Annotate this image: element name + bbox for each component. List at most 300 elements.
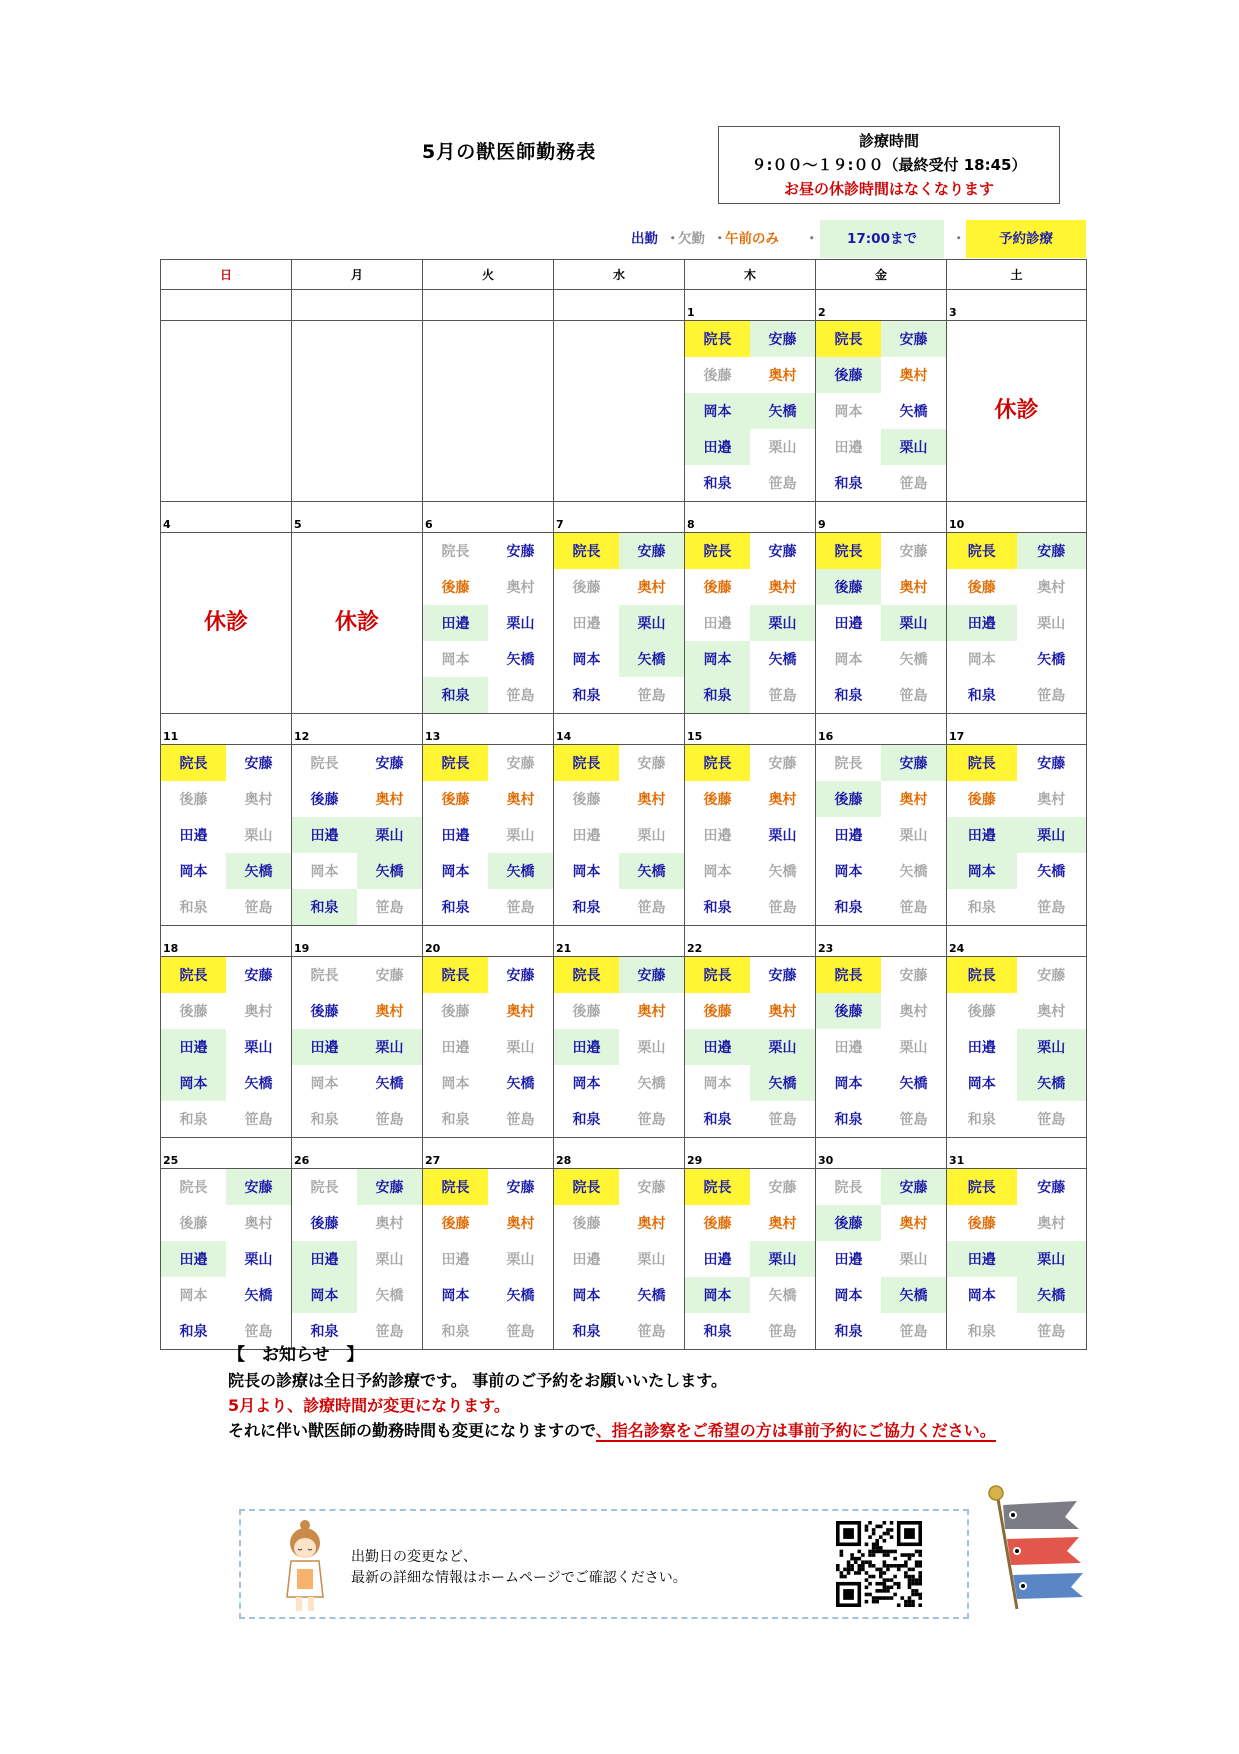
vet-slot: 矢橋	[375, 1288, 404, 1304]
weekday-header: 日	[161, 260, 292, 290]
day-cell	[816, 321, 947, 502]
vet-slot: 笹島	[375, 1112, 404, 1128]
day-number: 4	[161, 502, 292, 533]
vet-slot: 和泉	[310, 1324, 339, 1340]
day-cell	[161, 533, 292, 714]
vet-slot: 和泉	[967, 900, 996, 916]
vet-slot: 田邉	[834, 1252, 863, 1268]
legend-dot: ・	[713, 231, 727, 247]
vet-slot: 院長	[554, 1169, 619, 1205]
vet-slot: 後藤	[572, 792, 601, 808]
legend-absent: 欠勤	[678, 231, 705, 247]
day-number: 13	[423, 714, 554, 745]
day-cell	[292, 533, 423, 714]
vet-slot: 院長	[685, 957, 750, 993]
day-number: 30	[816, 1138, 947, 1169]
day-number: 18	[161, 926, 292, 957]
vet-slot: 田邉	[441, 1252, 470, 1268]
vet-slot: 奥村	[375, 792, 404, 808]
day-cell	[685, 745, 816, 926]
vet-slot: 笹島	[1037, 1112, 1066, 1128]
vet-slots	[816, 957, 946, 1137]
vet-slots	[161, 745, 291, 925]
vet-slot: 和泉	[441, 1112, 470, 1128]
vet-slot: 奥村	[899, 1004, 928, 1020]
vet-slots	[816, 321, 946, 501]
vet-slot: 和泉	[834, 900, 863, 916]
day-number: 14	[554, 714, 685, 745]
vet-slot: 安藤	[244, 968, 273, 984]
vet-slot: 笹島	[637, 900, 666, 916]
vet-slot: 後藤	[441, 792, 470, 808]
vet-slot: 奥村	[244, 1216, 273, 1232]
day-number: 12	[292, 714, 423, 745]
day-number: 16	[816, 714, 947, 745]
vet-slot: 安藤	[506, 1180, 535, 1196]
vet-slots	[423, 1169, 553, 1349]
day-cell	[816, 957, 947, 1138]
vet-slot: 後藤	[703, 792, 732, 808]
vet-slot: 後藤	[967, 792, 996, 808]
vet-slot: 院長	[947, 957, 1017, 993]
vet-slot: 岡本	[703, 1076, 732, 1092]
vet-slot: 奥村	[899, 580, 928, 596]
day-number: 19	[292, 926, 423, 957]
vet-slot: 和泉	[572, 688, 601, 704]
vet-slot: 奥村	[899, 792, 928, 808]
vet-slot: 奥村	[637, 792, 666, 808]
day-number: 27	[423, 1138, 554, 1169]
day-cell	[947, 957, 1087, 1138]
vet-slot: 矢橋	[506, 1288, 535, 1304]
vet-slot: 栗山	[1017, 817, 1087, 853]
vet-slot: 栗山	[357, 817, 422, 853]
vet-slot: 岡本	[834, 404, 863, 420]
day-cell	[554, 321, 685, 502]
vet-slot: 院長	[423, 1169, 488, 1205]
vet-slots	[292, 957, 422, 1137]
vet-slot: 院長	[554, 533, 619, 569]
vet-slot: 安藤	[1017, 533, 1087, 569]
vet-slots	[816, 533, 946, 713]
vet-slot: 安藤	[1037, 968, 1066, 984]
vet-slot: 安藤	[881, 1169, 946, 1205]
vet-slot: 奥村	[1037, 1216, 1066, 1232]
vet-slot: 岡本	[179, 1288, 208, 1304]
vet-slot: 矢橋	[899, 1076, 928, 1092]
legend-present: 出勤	[631, 231, 658, 247]
vet-slot: 和泉	[967, 688, 996, 704]
vet-slot: 矢橋	[1017, 1277, 1087, 1313]
day-cell	[423, 957, 554, 1138]
vet-slot: 岡本	[834, 1288, 863, 1304]
vet-slot: 栗山	[750, 1029, 815, 1065]
vet-slot: 栗山	[357, 1029, 422, 1065]
notice-line-3a: それに伴い獣医師の勤務時間も変更になりますので	[228, 1421, 596, 1440]
vet-slot: 笹島	[637, 688, 666, 704]
day-cell	[816, 533, 947, 714]
vet-slots	[554, 957, 684, 1137]
vet-slot: 矢橋	[619, 853, 684, 889]
day-number: 21	[554, 926, 685, 957]
vet-slot: 矢橋	[750, 393, 815, 429]
notice-heading: 【 お知らせ 】	[228, 1345, 364, 1365]
weekday-header: 火	[423, 260, 554, 290]
vet-slot: 和泉	[572, 900, 601, 916]
schedule-calendar	[160, 259, 1087, 1350]
vet-slot: 岡本	[179, 864, 208, 880]
closed-label: 休診	[203, 609, 248, 635]
vet-slot: 院長	[423, 957, 488, 993]
vet-slot: 笹島	[1037, 1324, 1066, 1340]
legend-dot: ・	[952, 231, 966, 247]
vet-slots	[161, 1169, 291, 1349]
vet-slots	[816, 1169, 946, 1349]
vet-slot: 安藤	[899, 968, 928, 984]
weekday-header: 月	[292, 260, 423, 290]
vet-slot: 田邉	[441, 1040, 470, 1056]
vet-slot: 安藤	[881, 745, 946, 781]
vet-slot: 岡本	[703, 864, 732, 880]
vet-slot: 栗山	[899, 828, 928, 844]
vet-slot: 院長	[310, 1180, 339, 1196]
vet-slot: 奥村	[506, 1216, 535, 1232]
day-number: 17	[947, 714, 1087, 745]
info-box	[239, 1509, 969, 1619]
vet-slot: 和泉	[834, 688, 863, 704]
weekday-header: 金	[816, 260, 947, 290]
vet-slot: 安藤	[619, 957, 684, 993]
vet-slots	[947, 745, 1086, 925]
day-cell	[554, 533, 685, 714]
vet-slot: 和泉	[834, 1324, 863, 1340]
vet-slot: 矢橋	[506, 1076, 535, 1092]
vet-slot: 院長	[554, 745, 619, 781]
day-number: 25	[161, 1138, 292, 1169]
vet-slot: 田邉	[947, 817, 1017, 853]
vet-slot: 安藤	[1037, 1180, 1066, 1196]
vet-slots	[554, 1169, 684, 1349]
vet-slot: 後藤	[310, 1216, 339, 1232]
vet-slot: 栗山	[637, 1040, 666, 1056]
vet-slot: 矢橋	[750, 1065, 815, 1101]
vet-slot: 笹島	[899, 1112, 928, 1128]
vet-slot: 笹島	[375, 900, 404, 916]
vet-slot: 安藤	[357, 1169, 422, 1205]
vet-slots	[685, 1169, 815, 1349]
vet-slot: 岡本	[834, 652, 863, 668]
vet-slot: 矢橋	[1017, 1065, 1087, 1101]
vet-slot: 岡本	[834, 864, 863, 880]
vet-slot: 岡本	[572, 652, 601, 668]
vet-slot: 奥村	[506, 792, 535, 808]
day-cell	[947, 745, 1087, 926]
vet-slot: 笹島	[506, 688, 535, 704]
clinic-hours-box	[718, 126, 1060, 204]
vet-slot: 岡本	[310, 864, 339, 880]
day-cell	[161, 321, 292, 502]
day-number: 24	[947, 926, 1087, 957]
vet-slot: 矢橋	[899, 404, 928, 420]
vet-slot: 奥村	[244, 792, 273, 808]
day-number	[292, 290, 423, 321]
day-number: 29	[685, 1138, 816, 1169]
vet-slot: 和泉	[572, 1112, 601, 1128]
vet-slot: 院長	[423, 745, 488, 781]
vet-slot: 田邉	[161, 1029, 226, 1065]
vet-slot: 和泉	[179, 1324, 208, 1340]
vet-slot: 奥村	[637, 1216, 666, 1232]
day-number: 3	[947, 290, 1087, 321]
vet-slots	[423, 745, 553, 925]
vet-slot: 岡本	[685, 641, 750, 677]
vet-slot: 院長	[310, 968, 339, 984]
vet-slot: 奥村	[506, 1004, 535, 1020]
vet-slot: 栗山	[881, 605, 946, 641]
vet-slot: 院長	[161, 745, 226, 781]
vet-slot: 安藤	[244, 756, 273, 772]
vet-slot: 矢橋	[637, 1288, 666, 1304]
vet-slot: 栗山	[506, 616, 535, 632]
vet-slot: 矢橋	[899, 652, 928, 668]
day-cell	[685, 957, 816, 1138]
notice-section	[228, 1343, 996, 1443]
vet-slot: 矢橋	[244, 1288, 273, 1304]
vet-slot: 和泉	[441, 900, 470, 916]
homepage-qr-code-icon[interactable]	[831, 1521, 927, 1607]
day-number	[161, 290, 292, 321]
vet-slot: 笹島	[244, 1112, 273, 1128]
vet-slot: 後藤	[572, 1216, 601, 1232]
vet-slot: 岡本	[572, 864, 601, 880]
vet-slot: 安藤	[899, 544, 928, 560]
vet-slots	[554, 745, 684, 925]
vet-slots	[947, 533, 1086, 713]
vet-slot: 和泉	[703, 476, 732, 492]
vet-slots	[947, 957, 1086, 1137]
vet-slot: 後藤	[572, 580, 601, 596]
vet-slot: 岡本	[947, 853, 1017, 889]
vet-slot: 田邉	[685, 429, 750, 465]
vet-slot: 院長	[834, 1180, 863, 1196]
day-cell	[685, 533, 816, 714]
day-cell	[816, 1169, 947, 1350]
vet-slot: 和泉	[423, 677, 488, 713]
vet-slots	[947, 1169, 1086, 1349]
vet-slot: 笹島	[506, 900, 535, 916]
vet-slot: 後藤	[967, 1004, 996, 1020]
vet-slot: 田邉	[572, 828, 601, 844]
vet-slot: 田邉	[703, 1252, 732, 1268]
vet-slot: 後藤	[703, 1004, 732, 1020]
weekday-header: 土	[947, 260, 1087, 290]
vet-slot: 栗山	[244, 1040, 273, 1056]
vet-slot: 和泉	[834, 476, 863, 492]
hours-time: ９:００～１９:００（最終受付 18:45）	[751, 156, 1027, 174]
vet-slot: 田邉	[292, 1029, 357, 1065]
vet-slot: 後藤	[441, 1004, 470, 1020]
vet-slot: 矢橋	[1037, 864, 1066, 880]
vet-slot: 院長	[816, 533, 881, 569]
vet-slot: 和泉	[292, 889, 357, 925]
vet-slot: 後藤	[816, 993, 881, 1029]
vet-slot: 矢橋	[768, 652, 797, 668]
vet-slot: 矢橋	[357, 853, 422, 889]
vet-slots	[292, 745, 422, 925]
vet-slot: 栗山	[244, 828, 273, 844]
vet-slot: 院長	[310, 756, 339, 772]
vet-slot: 院長	[179, 1180, 208, 1196]
vet-slot: 笹島	[899, 1324, 928, 1340]
vet-slot: 栗山	[506, 1040, 535, 1056]
day-number	[554, 290, 685, 321]
vet-slot: 田邉	[572, 616, 601, 632]
vet-slot: 栗山	[1037, 616, 1066, 632]
day-cell	[161, 957, 292, 1138]
day-cell	[423, 533, 554, 714]
day-cell	[816, 745, 947, 926]
day-number: 5	[292, 502, 423, 533]
vet-slot: 笹島	[768, 900, 797, 916]
vet-slot: 岡本	[967, 1076, 996, 1092]
vet-slot: 安藤	[226, 1169, 291, 1205]
vet-slot: 和泉	[310, 1112, 339, 1128]
vet-slot: 安藤	[637, 1180, 666, 1196]
vet-slot: 後藤	[967, 1216, 996, 1232]
vet-slot: 後藤	[179, 1004, 208, 1020]
legend-dot: ・	[805, 231, 819, 247]
vet-slot: 後藤	[816, 357, 881, 393]
closed-label: 休診	[994, 397, 1039, 423]
hours-note: お昼の休診時間はなくなります	[783, 180, 994, 198]
vet-slot: 奥村	[768, 1216, 797, 1232]
vet-slot: 矢橋	[375, 1076, 404, 1092]
vet-slot: 後藤	[310, 1004, 339, 1020]
day-number: 28	[554, 1138, 685, 1169]
vet-slot: 笹島	[637, 1324, 666, 1340]
vet-slot: 院長	[816, 321, 881, 357]
day-cell	[947, 1169, 1087, 1350]
vet-slot: 岡本	[161, 1065, 226, 1101]
vet-slot: 矢橋	[488, 853, 553, 889]
vet-slot: 後藤	[816, 1205, 881, 1241]
vet-slot: 後藤	[816, 569, 881, 605]
vet-slot: 田邉	[441, 828, 470, 844]
vet-slot: 栗山	[750, 1241, 815, 1277]
vet-slot: 笹島	[768, 1112, 797, 1128]
vet-slot: 院長	[834, 756, 863, 772]
vet-slot: 奥村	[375, 1004, 404, 1020]
day-cell	[423, 321, 554, 502]
day-cell	[292, 1169, 423, 1350]
vet-slot: 院長	[816, 957, 881, 993]
day-number	[423, 290, 554, 321]
closed-label: 休診	[334, 609, 379, 635]
vet-slot: 安藤	[750, 321, 815, 357]
vet-slot: 院長	[685, 321, 750, 357]
vet-slot: 矢橋	[506, 652, 535, 668]
vet-slots	[292, 1169, 422, 1349]
vet-slot: 岡本	[834, 1076, 863, 1092]
vet-slots	[816, 745, 946, 925]
vet-slot: 岡本	[441, 864, 470, 880]
vet-slot: 笹島	[768, 688, 797, 704]
day-number: 8	[685, 502, 816, 533]
notice-line-2: 5月より、診療時間が変更になります。	[228, 1396, 510, 1415]
vet-slot: 田邉	[834, 616, 863, 632]
vet-slot: 岡本	[310, 1076, 339, 1092]
day-cell	[161, 1169, 292, 1350]
vet-slot: 田邉	[161, 1241, 226, 1277]
vet-slot: 笹島	[768, 1324, 797, 1340]
day-number: 31	[947, 1138, 1087, 1169]
info-line-1: 出勤日の変更など、	[351, 1549, 477, 1565]
vet-slot: 田邉	[947, 1241, 1017, 1277]
vet-slot: 笹島	[899, 688, 928, 704]
vet-slot: 岡本	[441, 652, 470, 668]
vet-slot: 矢橋	[619, 641, 684, 677]
vet-slot: 奥村	[768, 580, 797, 596]
legend-am-only: 午前のみ	[725, 231, 779, 247]
page-title: 5月の獣医師勤務表	[422, 141, 597, 163]
day-number: 9	[816, 502, 947, 533]
day-number: 22	[685, 926, 816, 957]
bowing-staff-illustration-icon	[279, 1519, 331, 1615]
vet-slot: 岡本	[685, 393, 750, 429]
vet-slot: 奥村	[375, 1216, 404, 1232]
vet-slot: 笹島	[375, 1324, 404, 1340]
vet-slot: 田邉	[572, 1252, 601, 1268]
vet-slot: 栗山	[506, 1252, 535, 1268]
vet-slot: 奥村	[1037, 1004, 1066, 1020]
vet-slot: 田邉	[703, 828, 732, 844]
vet-slot: 栗山	[1017, 1029, 1087, 1065]
vet-slot: 笹島	[768, 476, 797, 492]
vet-slot: 後藤	[441, 580, 470, 596]
day-cell	[423, 745, 554, 926]
day-cell	[554, 745, 685, 926]
legend-reserved: 予約診療	[966, 220, 1086, 258]
vet-slots	[685, 745, 815, 925]
koinobori-carp-streamer-icon	[985, 1483, 1085, 1611]
info-text	[351, 1547, 687, 1589]
vet-slot: 笹島	[244, 1324, 273, 1340]
vet-slot: 後藤	[703, 368, 732, 384]
vet-slot: 田邉	[685, 1029, 750, 1065]
vet-slot: 後藤	[441, 1216, 470, 1232]
vet-slot: 安藤	[768, 968, 797, 984]
vet-slot: 後藤	[703, 580, 732, 596]
vet-slot: 安藤	[619, 533, 684, 569]
vet-slot: 奥村	[244, 1004, 273, 1020]
legend-until17: 17:00まで	[820, 220, 944, 258]
day-cell	[554, 957, 685, 1138]
vet-slot: 栗山	[899, 1252, 928, 1268]
vet-slot: 栗山	[1017, 1241, 1087, 1277]
vet-slot: 田邉	[834, 828, 863, 844]
day-cell	[947, 533, 1087, 714]
day-number: 20	[423, 926, 554, 957]
vet-slot: 田邉	[834, 440, 863, 456]
vet-slot: 安藤	[768, 1180, 797, 1196]
vet-slot: 矢橋	[881, 1277, 946, 1313]
vet-slot: 栗山	[768, 440, 797, 456]
vet-slot: 岡本	[572, 1076, 601, 1092]
vet-slot: 栗山	[619, 605, 684, 641]
day-cell	[161, 745, 292, 926]
vet-slot: 田邉	[834, 1040, 863, 1056]
day-number: 2	[816, 290, 947, 321]
